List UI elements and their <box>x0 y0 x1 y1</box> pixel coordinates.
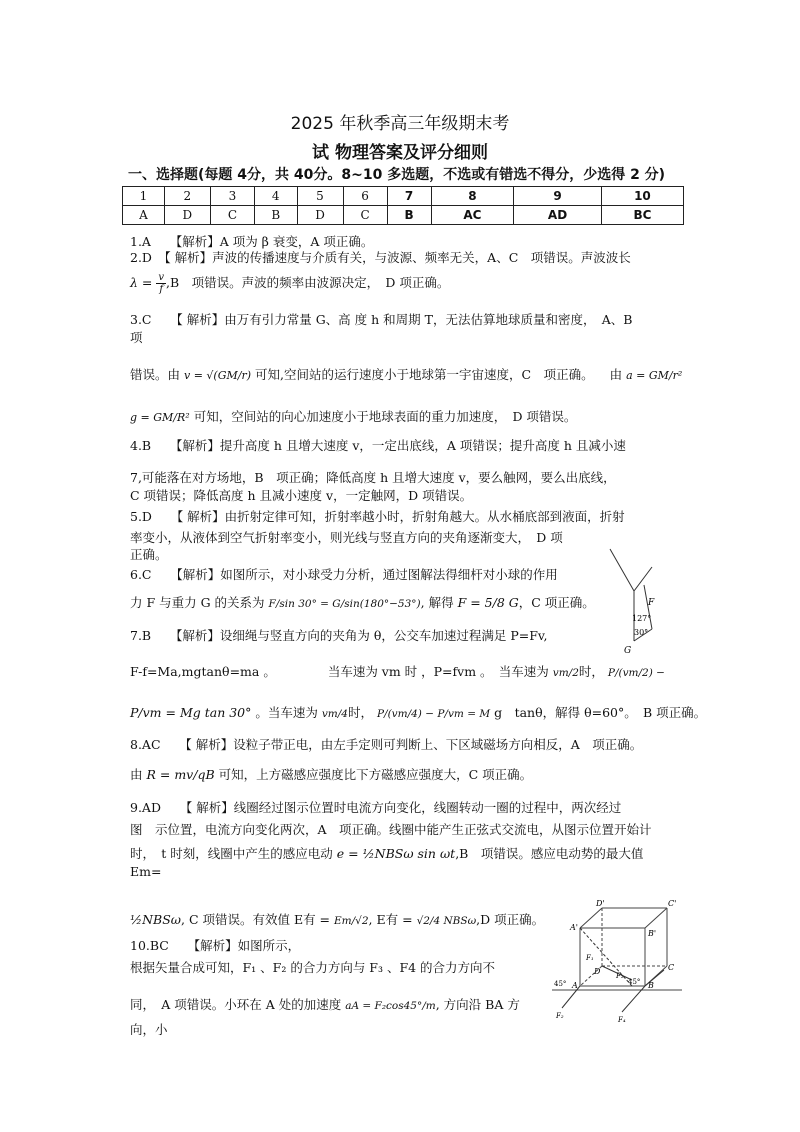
vertex-label-D1: D' <box>596 900 605 908</box>
question-number: 6 <box>343 187 387 206</box>
radius-formula: R = mv/qB <box>146 767 215 782</box>
angle-label-30: 30° <box>634 628 649 637</box>
answer-cell: BC <box>601 206 683 225</box>
solution-q2-cont <box>130 272 449 295</box>
answer-table-number-row <box>123 187 684 206</box>
vertex-label-B1: B' <box>648 929 657 938</box>
solution-q6: 6.C 【解析】如图所示，对小球受力分析，通过图解法得细杆对小球的作用 <box>130 567 558 582</box>
angle-label-45a: 45° <box>554 980 567 988</box>
force-label-F3: F₃ <box>616 972 624 980</box>
answer-cell: C <box>343 206 387 225</box>
solution-q7: 7.B 【解析】设细绳与竖直方向的夹角为 θ，公交车加速过程满足 P=Fv, <box>130 628 548 643</box>
question-number: 8 <box>431 187 514 206</box>
answer-cell: D <box>297 206 343 225</box>
answer-cell: B <box>254 206 297 225</box>
half-speed-formula: vm/2 <box>552 667 579 679</box>
cube-edge <box>645 908 667 928</box>
velocity-formula: v = √(GM/r) <box>184 369 252 382</box>
gravity-formula: g = GM/R² <box>130 411 190 424</box>
question-number: 4 <box>254 187 297 206</box>
vertex-label-C1: C' <box>668 900 677 908</box>
force-result-formula: F = 5/8 G <box>457 595 519 610</box>
acceleration-formula: a = GM/r² <box>626 369 683 382</box>
question-number: 10 <box>601 187 683 206</box>
power-formula-half: P/(vm/2) − <box>607 667 665 679</box>
solution-q10: 10.BC 【解析】如图所示， <box>130 938 301 953</box>
vertex-label-B: B <box>648 981 654 990</box>
vertex-label-C: C <box>668 963 675 972</box>
force-label-F: F <box>648 598 655 608</box>
solution-q8-cont: 由 R = mv/qB 可知，上方磁感应强度比下方磁感应强度大，C 项正确。 <box>130 767 533 782</box>
power-formula-full: P/vm = Mg tan 30° <box>130 705 252 720</box>
force-relation-formula: F/sin 30° = G/sin(180°−53°) <box>268 598 421 610</box>
ring-acceleration-formula: aA = F₂cos45°/m <box>345 1000 436 1012</box>
solution-q9-cont2: 时， t 时刻，线圈中产生的感应电动 e = ½NBSω sin ωt,B 项错误。感应电动势的最大值 <box>130 846 644 861</box>
solution-q6-cont: 力 F 与重力 G 的关系为 F/sin 30° = G/sin(180°−53°), 解得 F = 5/8 G，C 项正确。 <box>130 595 595 610</box>
solution-q1: 1.A 【解析】A 项为 β 衰变，A 项正确。 <box>130 234 374 249</box>
solution-q4: 4.B 【解析】提升高度 h 且增大速度 v，一定出底线，A 项错误；提升高度 h 且减小速 <box>130 438 626 453</box>
vertex-label-A1: A' <box>570 923 578 932</box>
solution-q3-cont: 项 <box>130 330 143 345</box>
solution-q4-cont: 7,可能落在对方场地，B 项正确；降低高度 h 且增大速度 v，要么触网，要么出底线， <box>130 470 616 485</box>
solution-q10-cont2: 同， A 项错误。小环在 A 处的加速度 aA = F₂cos45°/m, 方向沿 BA 方 <box>130 997 520 1012</box>
solution-q3: 3.C 【 解析】由万有引力常量 G、高 度 h 和周期 T，无法估算地球质量和密度， A、B <box>130 312 633 327</box>
lambda-symbol: λ = <box>130 275 157 290</box>
solution-q3-line4: g = GM/R² 可知，空间站的向心加速度小于地球表面的重力加速度， D 项错误。 <box>130 409 577 424</box>
answer-cell: B <box>387 206 431 225</box>
solution-q5: 5.D 【 解析】由折射定律可知，折射率越小时，折射角越大。从水桶底部到液面，折射 <box>130 509 625 524</box>
question-number: 5 <box>297 187 343 206</box>
effective-value-formula-2: √2/4 NBSω <box>416 915 477 927</box>
solution-q2: 2.D 【 解析】声波的传播速度与介质有关，与波源、频率无关，A、C 项错误。声波波长 <box>130 250 631 265</box>
question-number: 1 <box>123 187 165 206</box>
solution-q9-cont: 图 示位置，电流方向变化两次，A 项正确。线圈中能产生正弦式交流电，从图示位置开始计 <box>130 822 652 837</box>
angle-label-45b: 45° <box>628 978 641 986</box>
solution-q10-cont3: 向，小 <box>130 1022 168 1037</box>
vertex-label-A: A <box>572 981 578 990</box>
solution-q9-cont3: Em= <box>130 864 162 879</box>
emf-max-formula: ½NBSω <box>130 912 181 927</box>
exam-title-line1: 2025 年秋季高三年级期末考 <box>290 114 510 134</box>
question-number: 7 <box>387 187 431 206</box>
answer-table-answer-row <box>123 206 684 225</box>
force-label-F4: F₄ <box>618 1016 626 1024</box>
effective-value-formula-1: Em/√2 <box>334 915 369 927</box>
question-number: 9 <box>514 187 602 206</box>
question-number: 3 <box>210 187 254 206</box>
solution-q7-cont2: P/vm = Mg tan 30° 。当车速为 vm/4时， P/(vm/4) − P/vm = M g tanθ，解得 θ=60°。 B 项正确。 <box>130 705 707 720</box>
force-diagram-q6 <box>600 545 680 655</box>
answer-cell: AC <box>431 206 514 225</box>
force-label-F1: F₁ <box>586 954 594 962</box>
solution-q7-cont: F-f=Ma,mgtanθ=ma 。 当车速为 vm 时 ，P=fvm 。 当车速为 vm/2时， P/(vm/2) − <box>130 664 665 679</box>
solution-q8: 8.AC 【 解析】设粒子带正电，由左手定则可判断上、下区域磁场方向相反，A 项正确。 <box>130 737 643 752</box>
cube-force-diagram-q10 <box>552 900 682 1030</box>
solution-q10-cont: 根据矢量合成可知，F₁ 、F₂ 的合力方向与 F₃ 、F4 的合力方向不 <box>130 960 496 975</box>
solution-q9: 9.AD 【 解析】线圈经过图示位置时电流方向变化，线圈转动一圈的过程中，两次经过 <box>130 800 622 815</box>
solution-q3-line3: 错误。由 v = √(GM/r) 可知,空间站的运行速度小于地球第一宇宙速度，C 项正确。 由 a = GM/r² <box>130 367 683 382</box>
section-heading: 一、选择题(每题 4分，共 40分。8~10 多选题，不选或有错选不得分，少选得 2 分) <box>128 167 666 183</box>
exam-title-line2: 试 物理答案及评分细则 <box>312 143 488 163</box>
angle-label-127: 127° <box>632 614 652 623</box>
answer-cell: C <box>210 206 254 225</box>
quarter-speed-formula: vm/4 <box>321 708 348 720</box>
force-label-G: G <box>624 646 632 655</box>
answer-table <box>122 186 684 225</box>
answer-cell: D <box>164 206 210 225</box>
solution-q5-cont2: 正确。 <box>130 547 168 562</box>
answer-cell: A <box>123 206 165 225</box>
vertex-label-D: D <box>594 967 601 976</box>
cube-edge <box>580 908 602 928</box>
rod-line <box>610 549 634 591</box>
lambda-fraction: $\frac{v}{f}$ <box>158 272 164 295</box>
power-formula-quarter: P/(vm/4) − P/vm = M <box>376 708 491 720</box>
answer-cell: AD <box>514 206 602 225</box>
string-line <box>634 567 652 591</box>
question-number: 2 <box>164 187 210 206</box>
solution-q2-text: ,B 项错误。声波的频率由波源决定， D 项正确。 <box>166 275 450 290</box>
solution-q9-cont4: ½NBSω, C 项错误。有效值 E有 = Em/√2, E有 = √2/4 NBSω,D 项正确。 <box>130 912 545 927</box>
solution-q4-cont2: C 项错误；降低高度 h 且减小速度 v，一定触网，D 项错误。 <box>130 488 473 503</box>
solution-q5-cont: 率变小，从液体到空气折射率变小，则光线与竖直方向的夹角逐渐变大， D 项 <box>130 530 563 545</box>
emf-formula: e = ½NBSω sin ωt <box>336 846 456 861</box>
force-label-F2: F₂ <box>556 1012 564 1020</box>
